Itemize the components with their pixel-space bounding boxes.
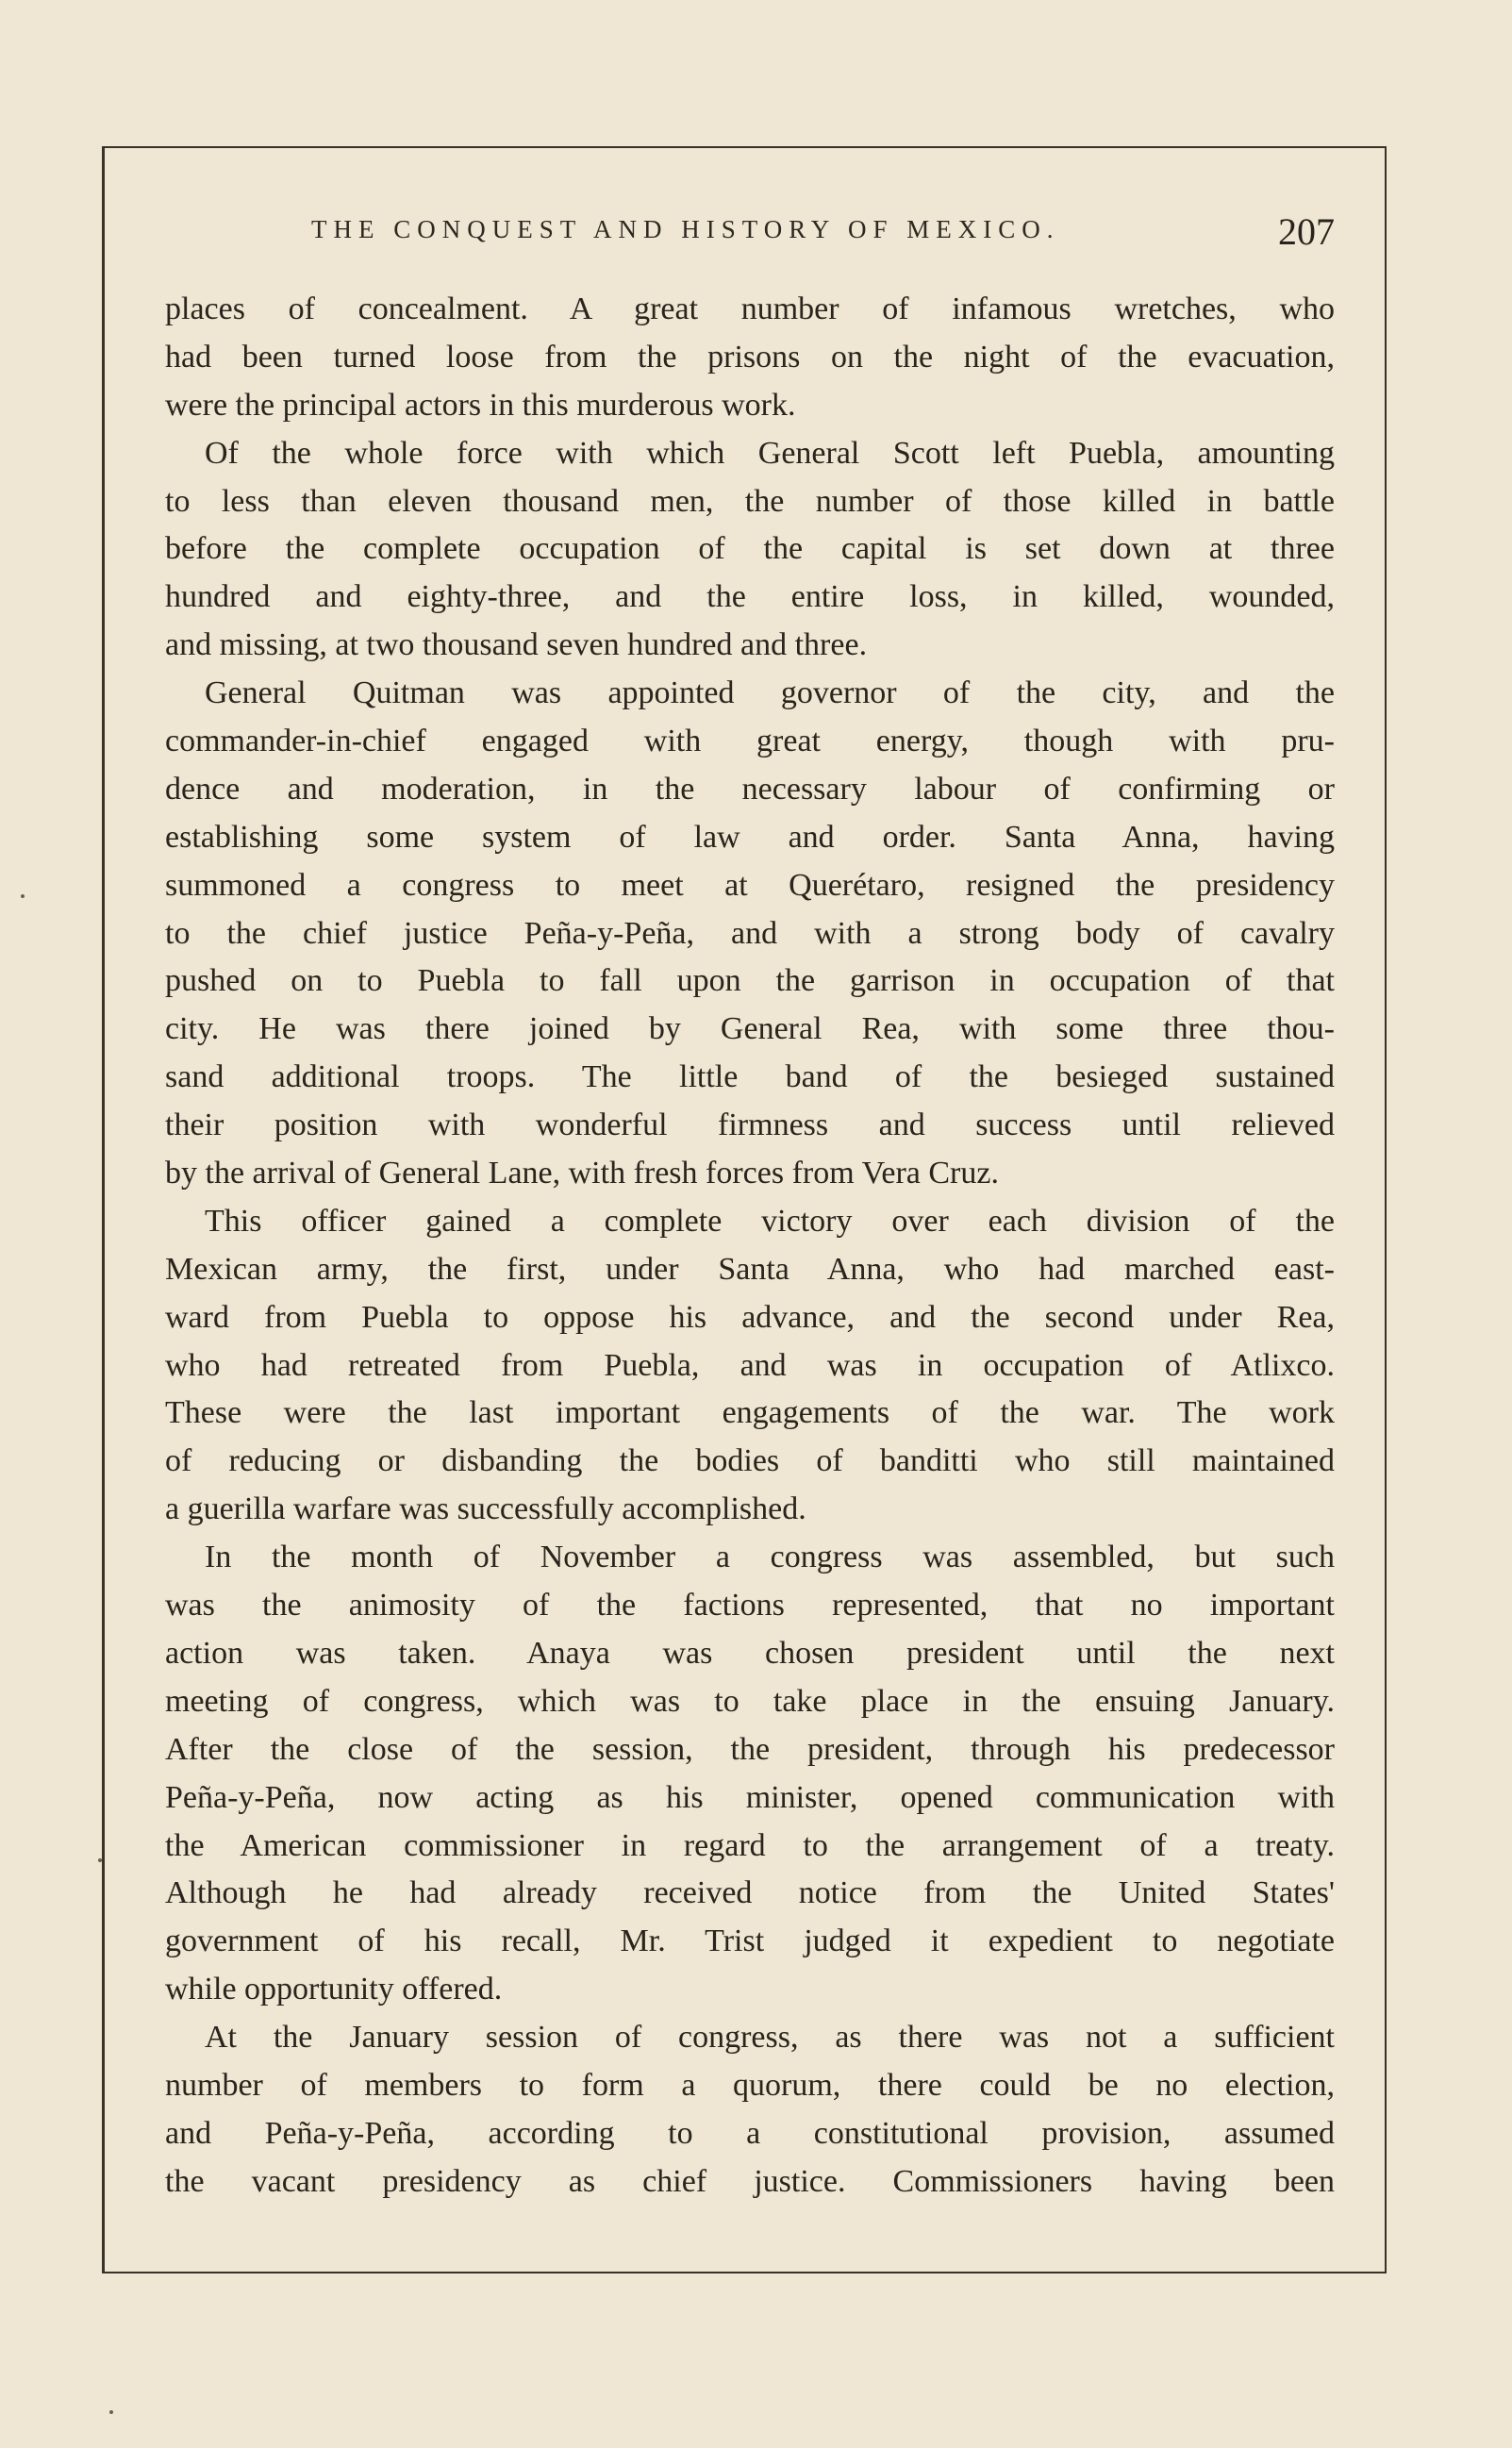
text-line: action was taken. Anaya was chosen president until the next [165, 1635, 1335, 1671]
text-line: This officer gained a complete victory over each division of the [205, 1203, 1335, 1239]
text-line: city. He was there joined by General Rea, with some three thou- [165, 1011, 1335, 1047]
text-line: and Peña-y-Peña, according to a constitutional provision, assumed [165, 2115, 1335, 2151]
text-line: while opportunity offered. [165, 1972, 503, 2007]
text-line: was the animosity of the factions represented, that no important [165, 1588, 1335, 1624]
margin-speck [109, 2410, 113, 2414]
text-line: by the arrival of General Lane, with fresh forces from Vera Cruz. [165, 1156, 999, 1191]
running-title: THE CONQUEST AND HISTORY OF MEXICO. [311, 215, 1060, 243]
text-line: commander-in-chief engaged with great energy, though with pru- [165, 724, 1335, 759]
text-line: their position with wonderful firmness and success until relieved [165, 1107, 1335, 1143]
text-line: hundred and eighty-three, and the entire loss, in killed, wounded, [165, 579, 1335, 615]
text-line: General Quitman was appointed governor of the city, and the [205, 675, 1335, 711]
text-line: places of concealment. A great number of infamous wretches, who [165, 291, 1335, 326]
text-line: to less than eleven thousand men, the number of those killed in battle [165, 483, 1335, 519]
margin-speck [98, 1858, 102, 1862]
text-line: before the complete occupation of the capital is set down at three [165, 531, 1335, 567]
text-line: ward from Puebla to oppose his advance, and the second under Rea, [165, 1299, 1335, 1335]
margin-speck [21, 894, 25, 898]
text-line: the vacant presidency as chief justice. Commissioners having been [165, 2163, 1335, 2199]
text-line: government of his recall, Mr. Trist judged it expedient to negotiate [165, 1923, 1335, 1959]
text-line: the American commissioner in regard to the arrangement of a treaty. [165, 1827, 1335, 1863]
text-line: had been turned loose from the prisons on the night of the evacuation, [165, 339, 1335, 375]
text-line: to the chief justice Peña-y-Peña, and with a strong body of cavalry [165, 915, 1335, 951]
text-line: summoned a congress to meet at Querétaro, resigned the presidency [165, 867, 1335, 903]
running-head [165, 209, 1335, 266]
text-line: In the month of November a congress was assembled, but such [205, 1540, 1335, 1575]
text-line: At the January session of congress, as there was not a sufficient [205, 2020, 1335, 2056]
text-line: dence and moderation, in the necessary labour of confirming or [165, 771, 1335, 807]
text-line: establishing some system of law and order. Santa Anna, having [165, 819, 1335, 855]
text-line: number of members to form a quorum, there could be no election, [165, 2067, 1335, 2103]
body-text [165, 286, 1335, 2207]
text-line: Although he had already received notice from the United States' [165, 1875, 1335, 1911]
text-line: pushed on to Puebla to fall upon the garrison in occupation of that [165, 963, 1335, 999]
text-line: were the principal actors in this murderous work. [165, 387, 796, 423]
text-line: These were the last important engagements of the war. The work [165, 1395, 1335, 1431]
text-line: of reducing or disbanding the bodies of banditti who still maintained [165, 1443, 1335, 1479]
text-line: After the close of the session, the president, through his predecessor [165, 1731, 1335, 1767]
text-line: and missing, at two thousand seven hundred and three. [165, 627, 868, 663]
page-number: 207 [1278, 210, 1335, 253]
text-line: Peña-y-Peña, now acting as his minister, opened communication with [165, 1779, 1335, 1815]
text-line: who had retreated from Puebla, and was in occupation of Atlixco. [165, 1347, 1335, 1383]
text-line: Of the whole force with which General Scott left Puebla, amounting [205, 435, 1335, 471]
text-line: a guerilla warfare was successfully accomplished. [165, 1491, 806, 1527]
text-line: meeting of congress, which was to take place in the ensuing January. [165, 1683, 1335, 1719]
text-line: sand additional troops. The little band of the besieged sustained [165, 1059, 1335, 1095]
text-line: Mexican army, the first, under Santa Anna, who had marched east- [165, 1251, 1335, 1287]
